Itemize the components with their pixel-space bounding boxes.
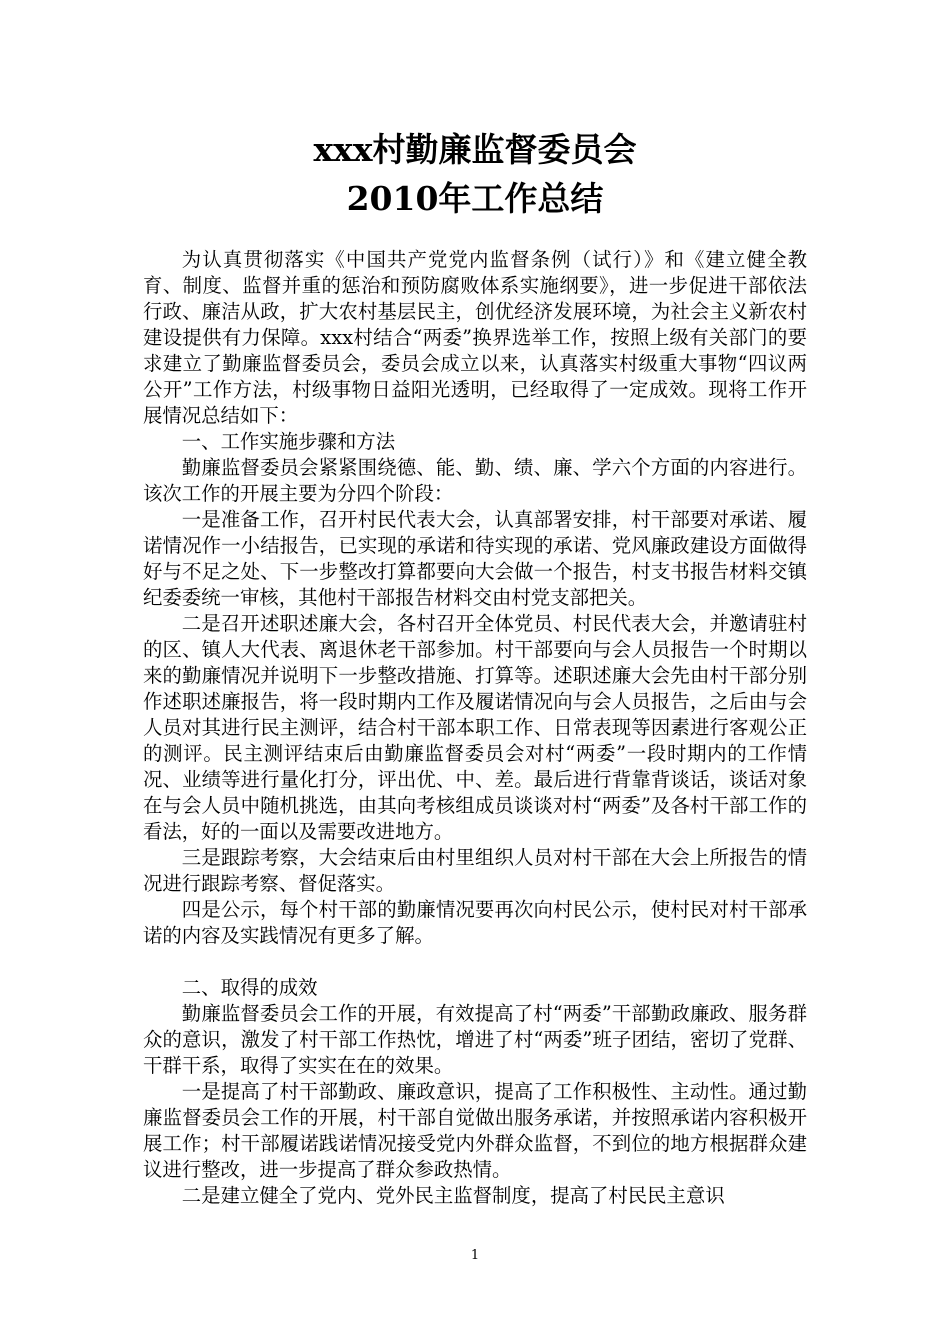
paragraph-intro: 为认真贯彻落实《中国共产党党内监督条例（试行）》和《建立健全教育、制度、监督并重的惩治和预防腐败体系实施纲要》，进一步促进干部依法行政、廉洁从政，扩大农村基层民主，创优经济发展环境，为社会主义新农村建设提供有力保障。xxx村结合“两委”换界选举工作，按照上级有关部门的要求建立了勤廉监督委员会，委员会成立以来，认真落实村级重大事物“四议两公开”工作方法，村级事物日益阳光透明，已经取得了一定成效。现将工作开展情况总结如下：: [143, 248, 807, 427]
section-heading-1: 一、工作实施步骤和方法: [181, 430, 396, 453]
page-number: 1: [470, 1248, 480, 1263]
paragraph: 三是跟踪考察，大会结束后由村里组织人员对村干部在大会上所报告的情况进行跟踪考察、督促落实。: [143, 846, 807, 895]
paragraph: 四是公示，每个村干部的勤廉情况要再次向村民公示，使村民对村干部承诺的内容及实践情况有更多了解。: [143, 898, 807, 947]
paragraph: 勤廉监督委员会紧紧围绕德、能、勤、绩、廉、学六个方面的内容进行。该次工作的开展主要为分四个阶段：: [143, 456, 807, 505]
paragraph: 二是召开述职述廉大会，各村召开全体党员、村民代表大会，并邀请驻村的区、镇人大代表、离退休老干部参加。村干部要向与会人员报告一个时期以来的勤廉情况并说明下一步整改措施、打算等。述职述廉大会先由村干部分别作述职述廉报告，将一段时期内工作及履诺情况向与会人员报告，之后由与会人员对其进行民主测评，结合村干部本职工作、日常表现等因素进行客观公正的测评。民主测评结束后由勤廉监督委员会对村“两委”一段时期内的工作情况、业绩等进行量化打分，评出优、中、差。最后进行背靠背谈话，谈话对象在与会人员中随机挑选，由其向考核组成员谈谈对村“两委”及各村干部工作的看法，好的一面以及需要改进地方。: [143, 612, 807, 843]
paragraph: 一是准备工作，召开村民代表大会，认真部署安排，村干部要对承诺、履诺情况作一小结报告，已实现的承诺和待实现的承诺、党风廉政建设方面做得好与不足之处、下一步整改打算都要向大会做一个报告，村支书报告材料交镇纪委委统一审核，其他村干部报告材料交由村党支部把关。: [143, 508, 807, 609]
paragraph: 二是建立健全了党内、党外民主监督制度，提高了村民民主意识: [181, 1184, 725, 1207]
blank-line: [143, 949, 807, 975]
document-title-line-1: xxx村勤廉监督委员会: [313, 130, 637, 169]
paragraph: 一是提高了村干部勤政、廉政意识，提高了工作积极性、主动性。通过勤廉监督委员会工作的开展，村干部自觉做出服务承诺，并按照承诺内容积极开展工作；村干部履诺践诺情况接受党内外群众监督，不到位的地方根据群众建议进行整改，进一步提高了群众参政热情。: [143, 1080, 807, 1181]
paragraph: 勤廉监督委员会工作的开展，有效提高了村“两委”干部勤政廉政、服务群众的意识，激发了村干部工作热忱，增进了村“两委”班子团结，密切了党群、干群干系，取得了实实在在的效果。: [143, 1002, 807, 1077]
section-heading-2: 二、取得的成效: [181, 976, 318, 999]
document-body: [143, 247, 807, 1209]
document-title-line-2: 2010年工作总结: [346, 179, 604, 218]
